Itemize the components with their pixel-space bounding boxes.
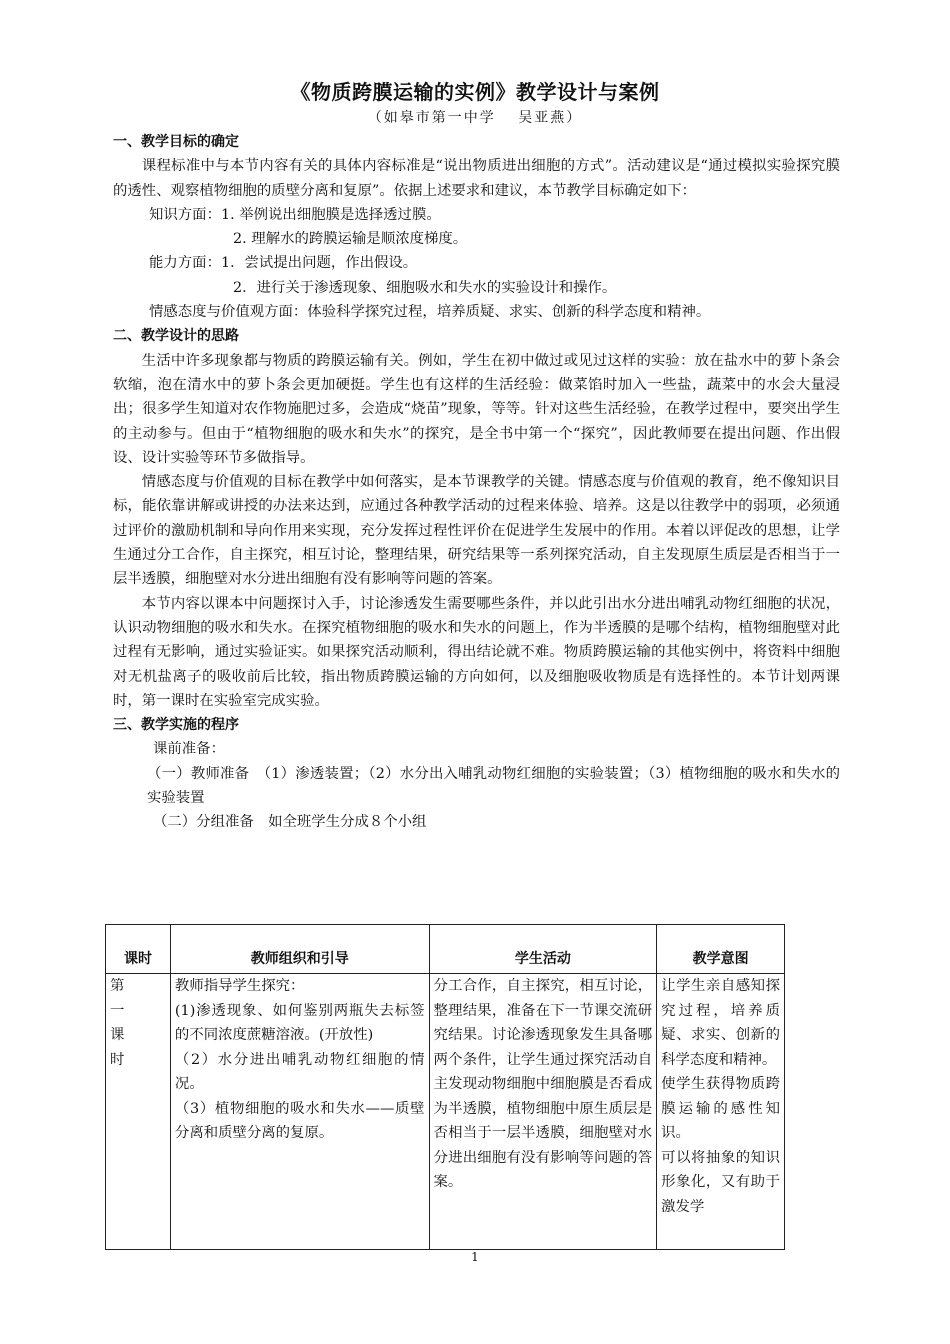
intent-line-2: 使学生获得物质跨膜运输的感性知识。	[661, 1076, 780, 1141]
objectives-paragraph: 课程标准中与本节内容有关的具体内容标准是“说出物质进出细胞的方式”。活动建议是“通过模拟实验探究膜的透性、观察植物细胞的质壁分离和复原”。依据上述要求和建议，本节教学目标确定如下：	[113, 158, 840, 199]
intent-line-3: 可以将抽象的知识形象化，又有助于激发学	[661, 1149, 780, 1215]
preparation-label: 课前准备：	[153, 741, 225, 758]
document-title: 《物质跨膜运输的实例》教学设计与案例	[290, 80, 660, 104]
period-char: 课	[110, 1027, 125, 1043]
period-char: 时	[110, 1051, 125, 1068]
cell-teacher	[170, 974, 429, 1250]
page-number: 1	[471, 1250, 479, 1264]
cell-intent	[657, 974, 785, 1250]
design-paragraph-3: 本节内容以课本中问题探讨入手，讨论渗透发生需要哪些条件，并以此引出水分进出哺乳动物红细胞的状况，认识动物细胞的吸水和失水。在探究植物细胞的吸水和失水的问题上，作为半透膜的是哪个结构，植物细胞壁对此过程有无影响，通过实验证实。如果探究活动顺利，得出结论就不难。物质跨膜运输的其他实例中，将资料中细胞对无机盐离子的吸收前后比较，指出物质跨膜运输的方向如何，以及细胞吸收物质是有选择性的。本节计划两课时，第一课时在实验室完成实验。	[113, 595, 840, 709]
header-teacher: 教师组织和引导	[170, 925, 429, 974]
teacher-intro: 教师指导学生探究：	[174, 978, 305, 994]
ability-item-1: 能力方面：1．尝试提出问题，作出假设。	[149, 255, 418, 272]
header-period: 课时	[106, 925, 171, 974]
table-header-row	[106, 925, 785, 974]
period-char: 第	[110, 978, 125, 994]
cell-student	[429, 974, 657, 1250]
author-affiliation: （如皋市第一中学 吴亚燕）	[367, 110, 583, 126]
cell-period	[106, 974, 171, 1250]
ability-item-2: 2．进行关于渗透现象、细胞吸水和失水的实验设计和操作。	[233, 279, 617, 296]
period-char: 一	[110, 1002, 125, 1019]
header-intent: 教学意图	[657, 925, 785, 974]
emotion-objective: 情感态度与价值观方面：体验科学探究过程，培养质疑、求实、创新的科学态度和精神。	[149, 304, 711, 321]
intent-line-1: 让学生亲自感知探究过程，培养质疑、求实、创新的科学态度和精神。	[661, 978, 780, 1068]
header-student: 学生活动	[429, 925, 657, 974]
teacher-preparation: （一）教师准备 （1）渗透装置；（2）水分出入哺乳动物红细胞的实验装置；（3）植物细胞的吸水和失水的实验装置	[147, 765, 840, 807]
teacher-item-1: (1)渗透现象、如何鉴别两瓶失去标签的不同浓度蔗糖溶液。(开放性)	[174, 1002, 425, 1043]
design-paragraph-1: 生活中许多现象都与物质的跨膜运输有关。例如，学生在初中做过或见过这样的实验：放在盐水中的萝卜条会软缩，泡在清水中的萝卜条会更加硬挺。学生也有这样的生活经验：做菜馅时加入一些盐，蔬菜中的水会大量浸出；很多学生知道对农作物施肥过多，会造成“烧苗”现象，等等。针对这些生活经验，在教学过程中，要突出学生的主动参与。但由于“植物细胞的吸水和失水”的探究，是全书中第一个“探究”，因此教师要在提出问题、作出假设、设计实验等环节多做指导。	[113, 352, 840, 466]
teacher-item-2: （2）水分进出哺乳动物红细胞的情况。	[174, 1051, 425, 1092]
knowledge-item-2: 2. 理解水的跨膜运输是顺浓度梯度。	[233, 231, 468, 248]
lesson-plan-table	[105, 924, 785, 1250]
section-heading-design: 二、教学设计的思路	[113, 328, 239, 345]
table-row	[106, 974, 785, 1250]
teacher-item-3: （3）植物细胞的吸水和失水——质壁分离和质壁分离的复原。	[174, 1100, 425, 1141]
section-heading-procedure: 三、教学实施的程序	[113, 717, 239, 734]
knowledge-item-1: 知识方面：1. 举例说出细胞膜是选择透过膜。	[149, 206, 441, 223]
document-body	[113, 130, 840, 835]
section-heading-objectives: 一、教学目标的确定	[113, 134, 239, 150]
design-paragraph-2: 情感态度与价值观的目标在教学中如何落实，是本节课教学的关键。情感态度与价值观的教育，绝不像知识目标，能依靠讲解或讲授的办法来达到，应通过各种教学活动的过程来体验、培养。这是以往教学中的弱项，必须通过评价的激励机制和导向作用来实现，充分发挥过程性评价在促进学生发展中的作用。本着以评促改的思想，让学生通过分工合作，自主探究，相互讨论，整理结果，研究结果等一系列探究活动，自主发现原生质层是否相当于一层半透膜，细胞壁对水分进出细胞有没有影响等问题的答案。	[113, 474, 840, 588]
group-preparation: （二）分组准备 如全班学生分成８个小组	[153, 814, 427, 831]
student-activity: 分工合作，自主探究，相互讨论，整理结果，准备在下一节课交流研究结果。讨论渗透现象发生具备哪两个条件，让学生通过探究活动自主发现动物细胞中细胞膜是否看成为半透膜，植物细胞中原生质层是否相当于一层半透膜，细胞壁对水分进出细胞有没有影响等问题的答案。	[433, 978, 653, 1190]
